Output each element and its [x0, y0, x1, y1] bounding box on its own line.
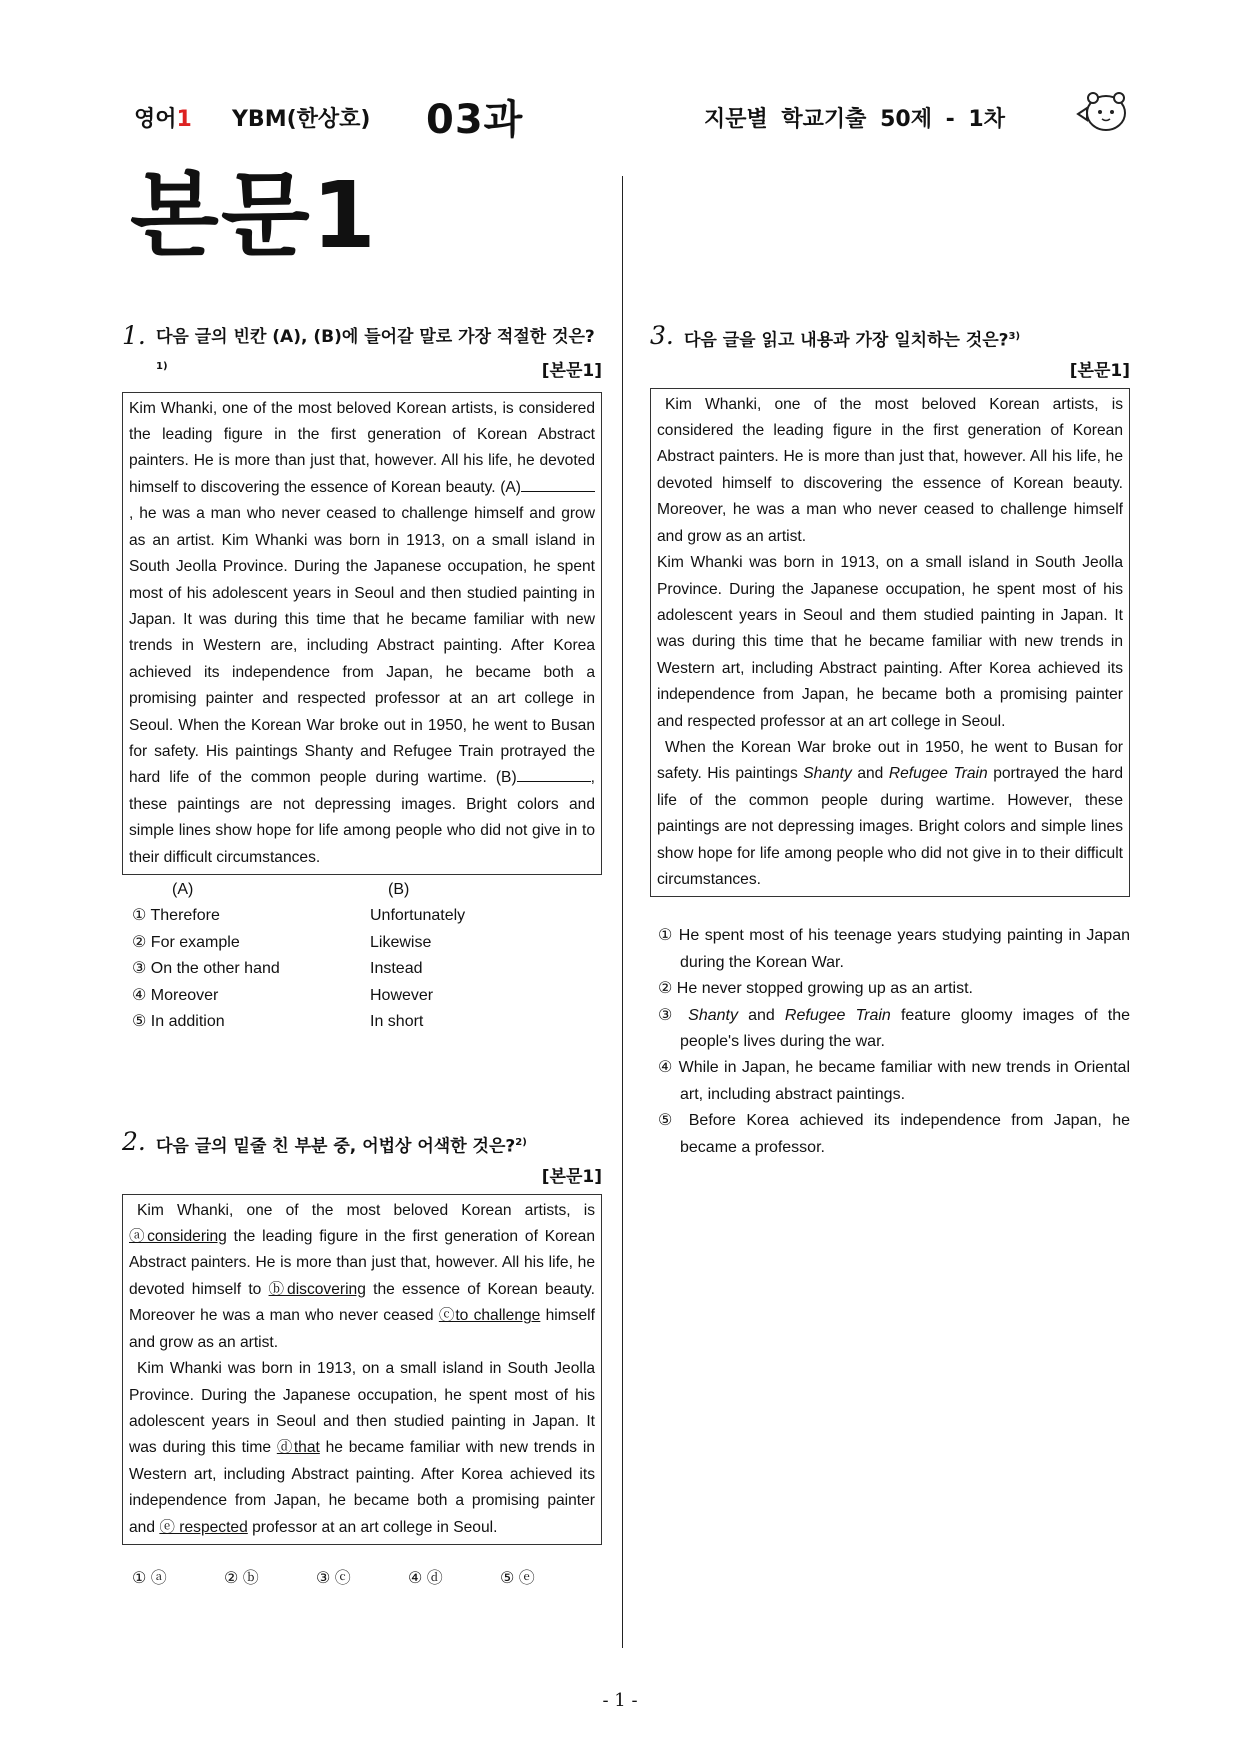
- question-2: [122, 1128, 602, 1588]
- choice-item[interactable]: ③ ⓒ: [316, 1569, 351, 1587]
- choice-item[interactable]: ④ While in Japan, he became familiar with new trends in Oriental art, including abstract paintings.: [658, 1059, 1130, 1103]
- blank-b: [517, 765, 591, 782]
- section-title: 본문1: [130, 162, 378, 269]
- choice-item[interactable]: ② He never stopped growing up as an artist.: [658, 980, 973, 998]
- choice-row[interactable]: ④ Moreover However: [132, 986, 434, 1004]
- question-2-prompt: 2. 다음 글의 밑줄 친 부분 중, 어법상 어색한 것은?$^{2)}$: [122, 1127, 527, 1157]
- question-2-passage: Kim Whanki, one of the most beloved Korean artists, is ⓐconsidering the leading figure in the first generation of Korean Abstract painters. He is more than just that, however. All his life, he devoted himself to ⓑdiscovering the essence of Korean beauty. Moreover he was a man who never ceased ⓒto challenge himself and grow as an artist. Kim Whanki was born in 1913, on a small island in South Jeolla Province. During the Japanese occupation, he spent most of his adolescent years in Seoul and then studied painting in Japan. It was during this time ⓓthat he became familiar with new trends in Western art, including Abstract painting. After Korea achieved its independence from Japan, he became both a promising painter and ⓔ respected professor at an art college in Seoul.: [122, 1194, 602, 1545]
- subject-label: 영어1: [134, 107, 192, 132]
- underline-d: ⓓthat: [276, 1439, 320, 1457]
- question-1-tag: [본문1]: [541, 360, 602, 381]
- choice-item[interactable]: ③ Shanty and Refugee Train feature gloomy images of the people's lives during the war.: [658, 1006, 1131, 1050]
- series-label: 지문별 학교기출 50제 - 1차: [704, 107, 1005, 132]
- publisher-label: YBM(한상호): [232, 107, 371, 132]
- choice-row[interactable]: ③ On the other hand Instead: [132, 960, 423, 978]
- choice-item[interactable]: ① ⓐ: [132, 1569, 167, 1587]
- question-1-passage: Kim Whanki, one of the most beloved Korean artists, is considered the leading figure in the first generation of Korean Abstract painters. He is more than just that, however. All his life, he devoted himself to discovering the essence of Korean beauty. (A), he was a man who never ceased to challenge himself and grow as an artist. Kim Whanki was born in 1913, on a small island in South Jeolla Province. During the Japanese occupation, he spent most of his adolescent years in Seoul and then studied painting in Japan. It was during this time that he became familiar with new trends in Western are, including Abstract painting. After Korea achieved its independence from Japan, he became both a promising painter and respected professor at an art college in Seoul. When the Korean War broke out in 1950, he went to Busan for safety. His paintings Shanty and Refugee Train protrayed the hard life of the common people during wartime. (B) , these paintings are not depressing images. Bright colors and simple lines show hope for life among people who did not give in to their difficult circumstances.: [122, 392, 602, 875]
- mascot-icon: [1076, 88, 1132, 136]
- question-1-prompt: 1. 다음 글의 빈칸 (A), (B)에 들어갈 말로 가장 적절한 것은?$^{1)}$: [122, 321, 595, 372]
- underline-a: ⓐconsidering: [129, 1228, 227, 1246]
- underline-c: ⓒto challenge: [438, 1307, 541, 1325]
- question-3-tag: [본문1]: [1069, 360, 1130, 381]
- question-3: [650, 322, 1130, 1161]
- underline-b: ⓑdiscovering: [268, 1280, 366, 1298]
- question-2-choices: [122, 1565, 602, 1588]
- question-3-choices: [650, 923, 1130, 1161]
- choice-item[interactable]: ① He spent most of his teenage years studying painting in Japan during the Korean War.: [658, 927, 1130, 971]
- choice-item[interactable]: ④ ⓓ: [408, 1569, 443, 1587]
- choice-row[interactable]: ① Therefore Unfortunately: [132, 907, 466, 925]
- lesson-label: 03과: [426, 97, 524, 143]
- question-3-prompt: 3. 다음 글을 읽고 내용과 가장 일치하는 것은?$^{3)}$: [650, 321, 1021, 351]
- choice-item[interactable]: ⑤ Before Korea achieved its independence from Japan, he became a professor.: [658, 1112, 1130, 1156]
- question-2-tag: [본문1]: [541, 1166, 602, 1187]
- column-divider: [622, 176, 623, 1648]
- choice-item[interactable]: ② ⓑ: [224, 1569, 259, 1587]
- question-1: [122, 322, 602, 1035]
- blank-a: [521, 475, 595, 492]
- question-1-choices: [122, 877, 602, 1035]
- page-header: [134, 88, 1134, 143]
- page-number: - 1 -: [602, 1690, 638, 1711]
- choice-item[interactable]: ⑤ ⓔ: [500, 1569, 535, 1587]
- choice-row[interactable]: ② For example Likewise: [132, 933, 432, 951]
- question-3-passage: Kim Whanki, one of the most beloved Korean artists, is considered the leading figure in the first generation of Korean Abstract painters. He is more than just that, however. All his life, he devoted himself to discovering the essence of Korean beauty. Moreover, he was a man who never ceased to challenge himself and grow as an artist. Kim Whanki was born in 1913, on a small island in South Jeolla Province. During the Japanese occupation, he spent most of his adolescent years in Seoul and them studied painting in Japan. It was during this time that he became familiar with new trends in Western art, including Abstract painting. After Korea achieved its independence from Japan, he became both a promising painter and respected professor at an art college in Seoul. When the Korean War broke out in 1950, he went to Busan for safety. His paintings Shanty and Refugee Train portrayed the hard life of the common people during wartime. However, these paintings are not depressing images. Bright colors and simple lines show hope for life among people who did not give in to their difficult circumstances.: [650, 388, 1130, 898]
- choice-header: (A) (B): [172, 880, 410, 898]
- choice-row[interactable]: ⑤ In addition In short: [132, 1013, 424, 1030]
- underline-e: ⓔ respected: [159, 1518, 248, 1536]
